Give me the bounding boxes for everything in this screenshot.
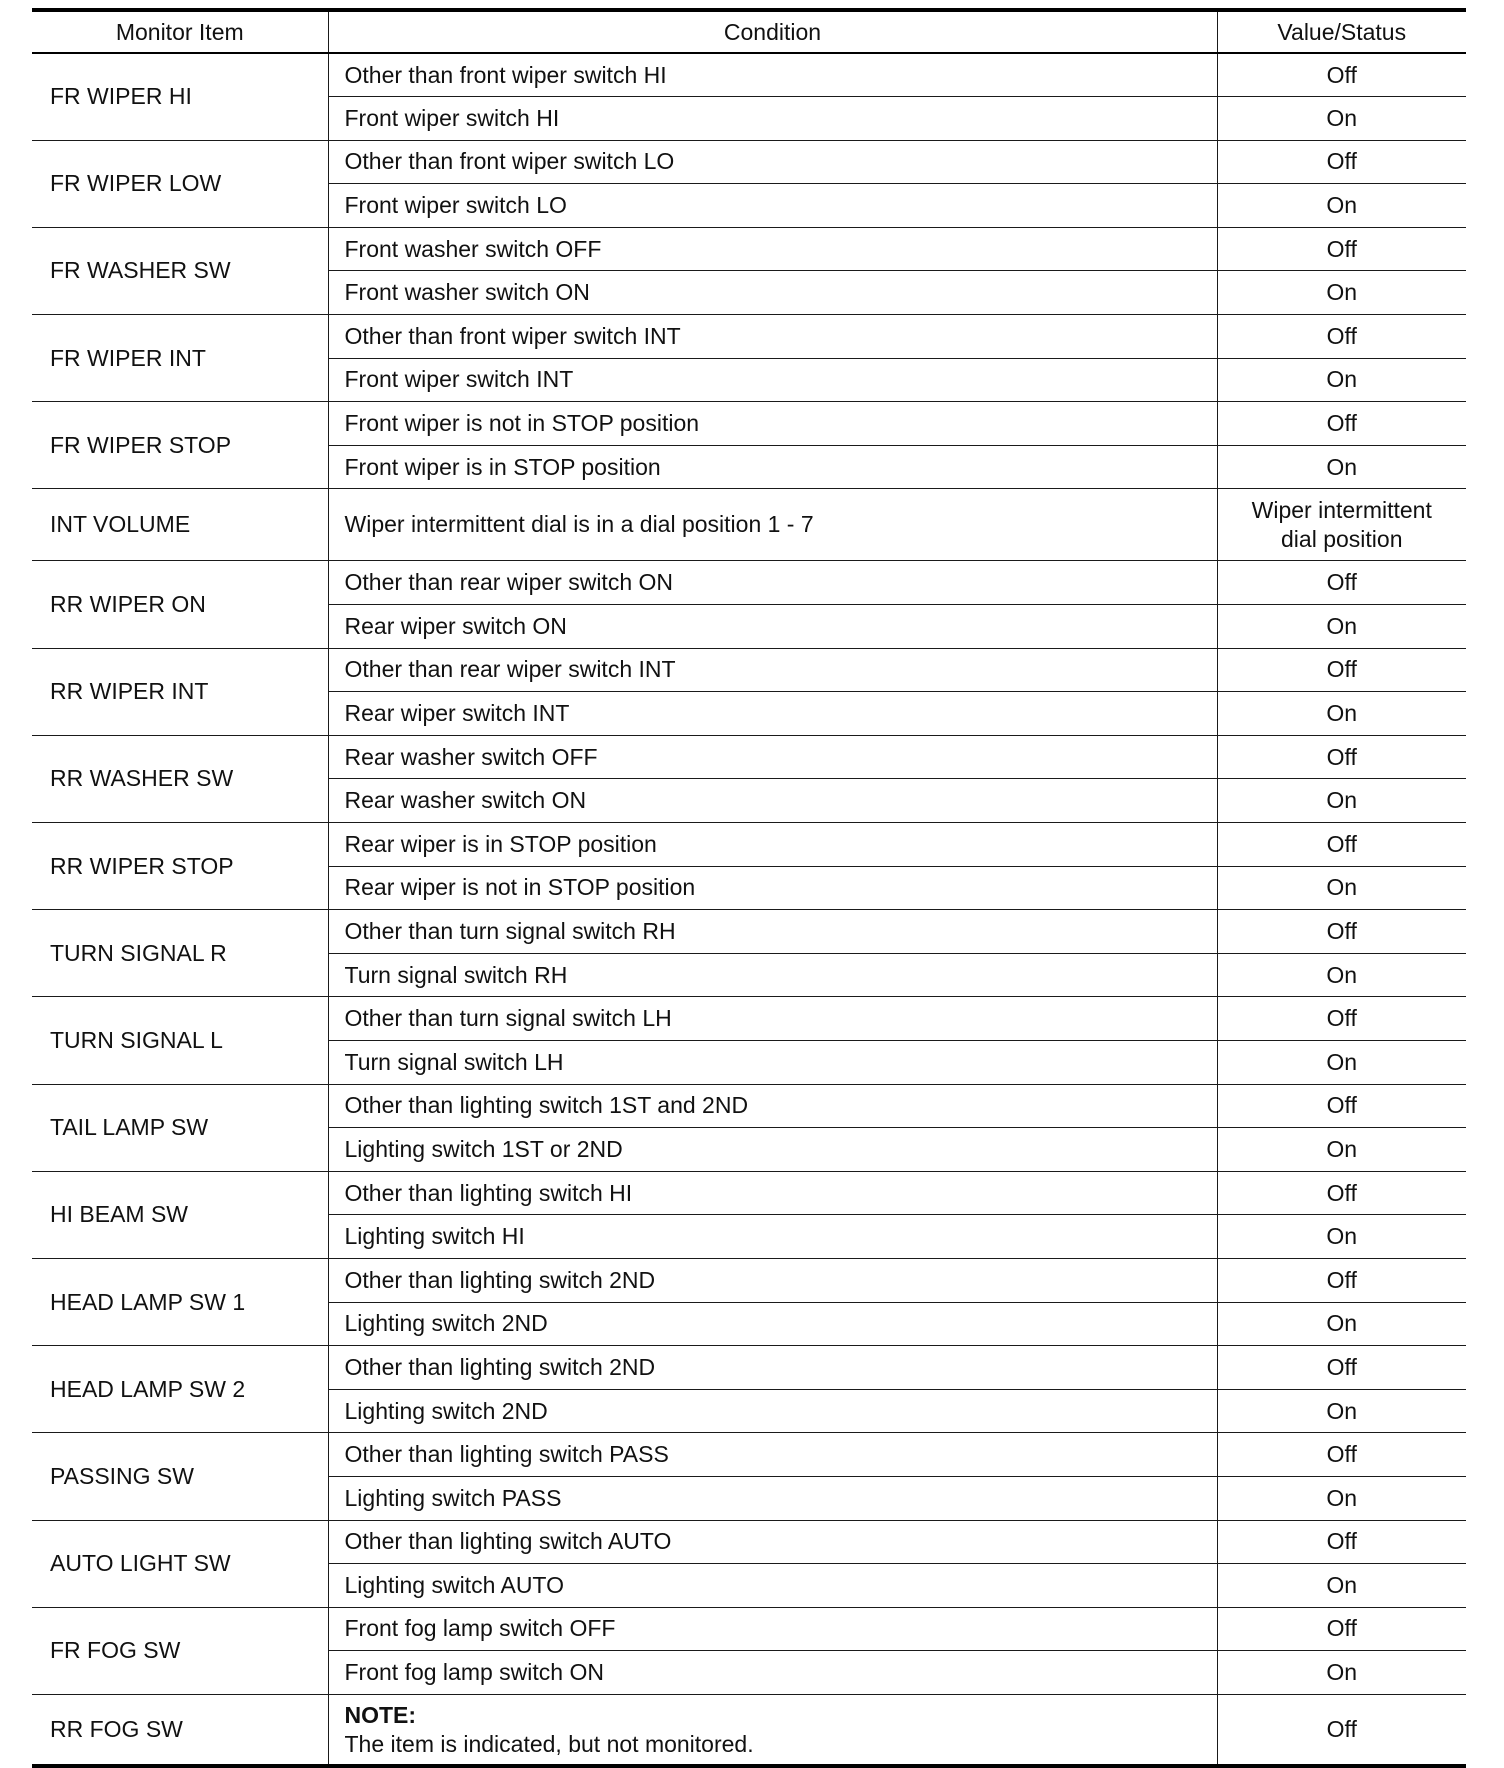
condition-cell: Other than lighting switch HI bbox=[328, 1171, 1217, 1215]
condition-cell: Lighting switch HI bbox=[328, 1215, 1217, 1259]
monitor-item-cell: RR WIPER ON bbox=[32, 561, 328, 648]
condition-cell: Other than lighting switch 2ND bbox=[328, 1346, 1217, 1390]
value-status-cell: Off bbox=[1217, 561, 1466, 605]
value-status-cell: Off bbox=[1217, 1346, 1466, 1390]
condition-cell: Front fog lamp switch ON bbox=[328, 1651, 1217, 1695]
value-status-cell: Wiper intermittent dial position bbox=[1217, 489, 1466, 561]
table-row bbox=[32, 561, 1466, 605]
monitor-item-cell: FR FOG SW bbox=[32, 1607, 328, 1694]
condition-cell: Front wiper switch HI bbox=[328, 97, 1217, 141]
table-row bbox=[32, 53, 1466, 97]
condition-cell: Rear wiper switch INT bbox=[328, 692, 1217, 736]
condition-cell: Lighting switch 1ST or 2ND bbox=[328, 1128, 1217, 1172]
value-status-cell: On bbox=[1217, 97, 1466, 141]
condition-cell: Other than lighting switch 2ND bbox=[328, 1258, 1217, 1302]
monitor-item-cell: PASSING SW bbox=[32, 1433, 328, 1520]
condition-cell: Lighting switch AUTO bbox=[328, 1564, 1217, 1608]
table-row bbox=[32, 823, 1466, 867]
value-status-cell: On bbox=[1217, 1215, 1466, 1259]
value-status-cell: On bbox=[1217, 445, 1466, 489]
value-status-cell: On bbox=[1217, 1128, 1466, 1172]
monitor-item-cell: INT VOLUME bbox=[32, 489, 328, 561]
condition-cell: Other than lighting switch 1ST and 2ND bbox=[328, 1084, 1217, 1128]
monitor-item-cell: RR WIPER STOP bbox=[32, 823, 328, 910]
condition-cell: Turn signal switch LH bbox=[328, 1040, 1217, 1084]
value-status-cell: Off bbox=[1217, 53, 1466, 97]
table-row bbox=[32, 1607, 1466, 1651]
value-status-cell: Off bbox=[1217, 910, 1466, 954]
value-status-cell: On bbox=[1217, 271, 1466, 315]
header-value-status: Value/Status bbox=[1217, 10, 1466, 53]
value-status-cell: Off bbox=[1217, 823, 1466, 867]
monitor-item-cell: FR WASHER SW bbox=[32, 227, 328, 314]
value-status-cell: Off bbox=[1217, 735, 1466, 779]
value-status-cell: On bbox=[1217, 1476, 1466, 1520]
table-row bbox=[32, 1694, 1466, 1766]
value-status-cell: On bbox=[1217, 692, 1466, 736]
value-status-cell: On bbox=[1217, 605, 1466, 649]
table-row bbox=[32, 1258, 1466, 1302]
condition-cell: Rear washer switch OFF bbox=[328, 735, 1217, 779]
note-text: The item is indicated, but not monitored. bbox=[344, 1730, 754, 1757]
condition-cell: Rear wiper is not in STOP position bbox=[328, 866, 1217, 910]
value-status-cell: On bbox=[1217, 866, 1466, 910]
monitor-item-cell: TURN SIGNAL L bbox=[32, 997, 328, 1084]
value-status-cell: Off bbox=[1217, 1084, 1466, 1128]
monitor-item-cell: FR WIPER INT bbox=[32, 315, 328, 402]
condition-cell: Front washer switch ON bbox=[328, 271, 1217, 315]
value-status-cell: Off bbox=[1217, 140, 1466, 184]
monitor-item-cell: HI BEAM SW bbox=[32, 1171, 328, 1258]
condition-cell: Other than front wiper switch HI bbox=[328, 53, 1217, 97]
value-status-cell: Off bbox=[1217, 1607, 1466, 1651]
table-row bbox=[32, 227, 1466, 271]
value-status-cell: On bbox=[1217, 1040, 1466, 1084]
value-status-cell: On bbox=[1217, 184, 1466, 228]
condition-cell: Rear wiper switch ON bbox=[328, 605, 1217, 649]
condition-cell: Rear washer switch ON bbox=[328, 779, 1217, 823]
condition-cell: Other than lighting switch AUTO bbox=[328, 1520, 1217, 1564]
header-condition: Condition bbox=[328, 10, 1217, 53]
value-status-cell: Off bbox=[1217, 997, 1466, 1041]
condition-cell: Lighting switch 2ND bbox=[328, 1389, 1217, 1433]
condition-cell: Wiper intermittent dial is in a dial position 1 - 7 bbox=[328, 489, 1217, 561]
monitor-table bbox=[32, 8, 1466, 1768]
value-status-cell: Off bbox=[1217, 1694, 1466, 1766]
table-row bbox=[32, 489, 1466, 561]
condition-cell: Front wiper switch INT bbox=[328, 358, 1217, 402]
condition-cell: Other than front wiper switch LO bbox=[328, 140, 1217, 184]
condition-cell: Other than rear wiper switch ON bbox=[328, 561, 1217, 605]
value-status-cell: Off bbox=[1217, 402, 1466, 446]
value-status-cell: On bbox=[1217, 358, 1466, 402]
table-row bbox=[32, 735, 1466, 779]
header-row bbox=[32, 10, 1466, 53]
value-status-cell: On bbox=[1217, 1651, 1466, 1695]
table-row bbox=[32, 1346, 1466, 1390]
condition-cell: Lighting switch PASS bbox=[328, 1476, 1217, 1520]
table-row bbox=[32, 910, 1466, 954]
condition-cell bbox=[328, 1694, 1217, 1766]
condition-cell: Front wiper is not in STOP position bbox=[328, 402, 1217, 446]
monitor-item-cell: RR WASHER SW bbox=[32, 735, 328, 822]
monitor-item-cell: RR FOG SW bbox=[32, 1694, 328, 1766]
condition-cell: Front fog lamp switch OFF bbox=[328, 1607, 1217, 1651]
monitor-item-cell: FR WIPER STOP bbox=[32, 402, 328, 489]
value-status-cell: Off bbox=[1217, 1258, 1466, 1302]
table-row bbox=[32, 402, 1466, 446]
value-status-cell: On bbox=[1217, 1302, 1466, 1346]
value-status-cell: On bbox=[1217, 1564, 1466, 1608]
condition-cell: Other than turn signal switch LH bbox=[328, 997, 1217, 1041]
table-row bbox=[32, 1520, 1466, 1564]
monitor-item-cell: HEAD LAMP SW 1 bbox=[32, 1258, 328, 1345]
table-row bbox=[32, 1084, 1466, 1128]
note-label: NOTE: bbox=[344, 1701, 417, 1728]
table-row bbox=[32, 315, 1466, 359]
condition-cell: Rear wiper is in STOP position bbox=[328, 823, 1217, 867]
table-row bbox=[32, 997, 1466, 1041]
monitor-item-cell: TAIL LAMP SW bbox=[32, 1084, 328, 1171]
condition-cell: Front wiper is in STOP position bbox=[328, 445, 1217, 489]
header-monitor-item: Monitor Item bbox=[32, 10, 328, 53]
monitor-item-cell: RR WIPER INT bbox=[32, 648, 328, 735]
value-status-cell: On bbox=[1217, 779, 1466, 823]
condition-cell: Lighting switch 2ND bbox=[328, 1302, 1217, 1346]
condition-cell: Other than rear wiper switch INT bbox=[328, 648, 1217, 692]
condition-cell: Turn signal switch RH bbox=[328, 953, 1217, 997]
condition-cell: Front washer switch OFF bbox=[328, 227, 1217, 271]
table-row bbox=[32, 1433, 1466, 1477]
value-status-cell: On bbox=[1217, 953, 1466, 997]
value-status-cell: Off bbox=[1217, 1433, 1466, 1477]
monitor-item-cell: FR WIPER HI bbox=[32, 53, 328, 140]
value-status-cell: Off bbox=[1217, 227, 1466, 271]
table-row bbox=[32, 1171, 1466, 1215]
value-status-cell: On bbox=[1217, 1389, 1466, 1433]
value-status-cell: Off bbox=[1217, 1171, 1466, 1215]
table-row bbox=[32, 140, 1466, 184]
value-status-cell: Off bbox=[1217, 1520, 1466, 1564]
condition-cell: Other than lighting switch PASS bbox=[328, 1433, 1217, 1477]
monitor-item-cell: FR WIPER LOW bbox=[32, 140, 328, 227]
monitor-item-cell: TURN SIGNAL R bbox=[32, 910, 328, 997]
value-status-cell: Off bbox=[1217, 315, 1466, 359]
monitor-item-cell: AUTO LIGHT SW bbox=[32, 1520, 328, 1607]
condition-cell: Other than turn signal switch RH bbox=[328, 910, 1217, 954]
table-row bbox=[32, 648, 1466, 692]
monitor-item-cell: HEAD LAMP SW 2 bbox=[32, 1346, 328, 1433]
condition-cell: Front wiper switch LO bbox=[328, 184, 1217, 228]
condition-cell: Other than front wiper switch INT bbox=[328, 315, 1217, 359]
value-status-cell: Off bbox=[1217, 648, 1466, 692]
